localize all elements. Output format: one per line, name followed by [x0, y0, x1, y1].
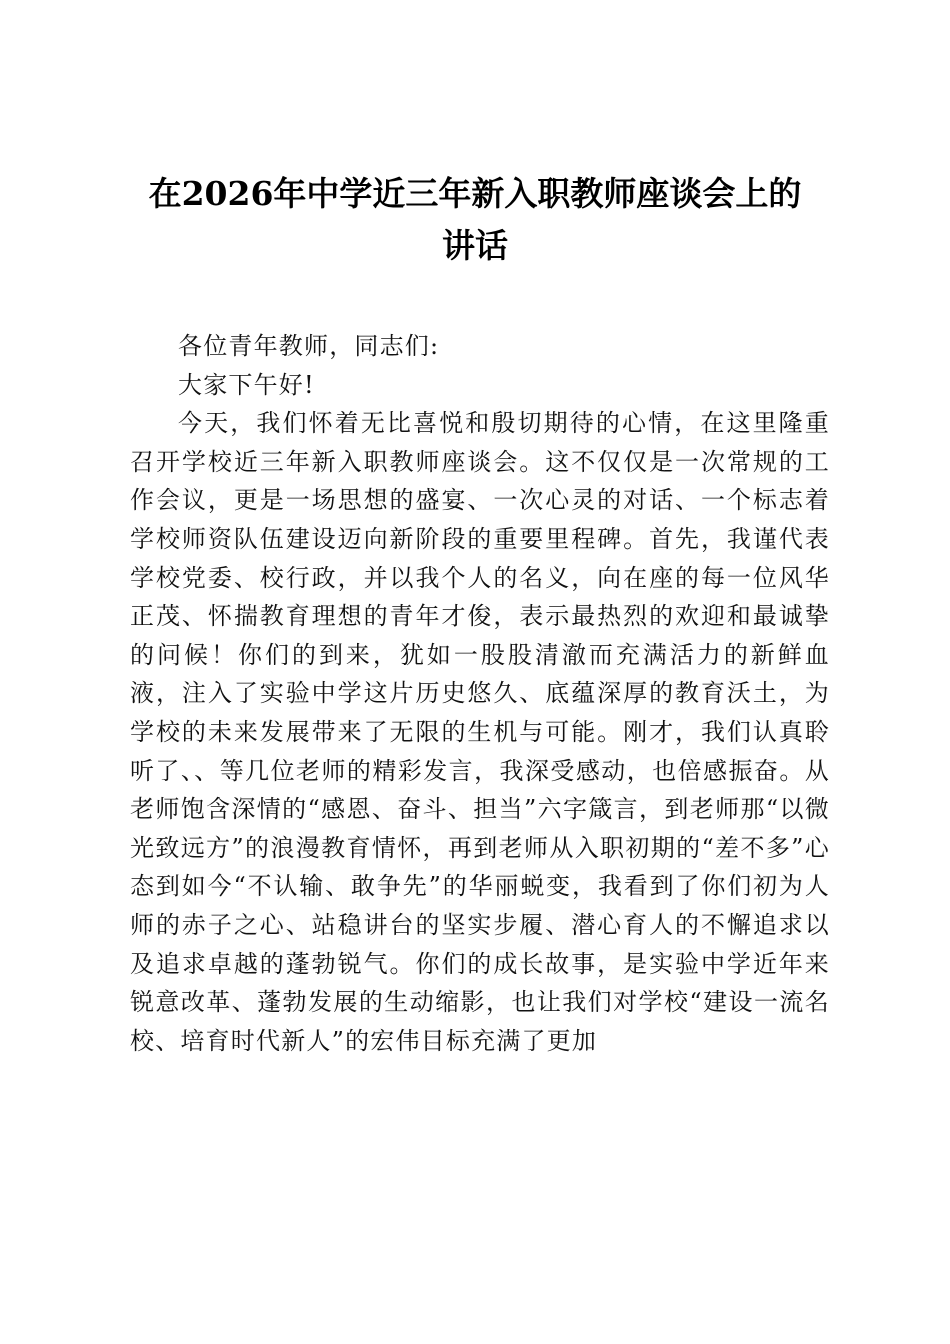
document-title [120, 168, 830, 272]
document-body [130, 327, 830, 1060]
title-line-2: 讲话 [442, 226, 508, 265]
salutation: 各位青年教师，同志们: [178, 332, 440, 360]
greeting: 大家下午好! [178, 370, 315, 399]
body-paragraph: 今天，我们怀着无比喜悦和殷切期待的心情，在这里隆重召开学校近三年新入职教师座谈会。这不仅仅是一次常规的工作会议，更是一场思想的盛宴、一次心灵的对话、一个标志着学校师资队伍建设迈向新阶段的重要里程碑。首先，我谨代表学校党委、校行政，并以我个人的名义，向在座的每一位风华正茂、怀揣教育理想的青年才俊，表示最热烈的欢迎和最诚挚的问候！你们的到来，犹如一股股清澈而充满活力的新鲜血液，注入了实验中学这片历史悠久、底蕴深厚的教育沃土，为学校的未来发展带来了无限的生机与可能。刚才，我们认真聆听了、、等几位老师的精彩发言，我深受感动，也倍感振奋。从老师饱含深情的“感恩、奋斗、担当”六字箴言，到老师那“以微光致远方”的浪漫教育情怀，再到老师从入职初期的“差不多”心态到如今“不认输、敢争先”的华丽蜕变，我看到了你们初为人师的赤子之心、站稳讲台的坚实步履、潜心育人的不懈追求以及追求卓越的蓬勃锐气。你们的成长故事，是实验中学近年来锐意改革、蓬勃发展的生动缩影，也让我们对学校“建设一流名校、培育时代新人”的宏伟目标充满了更加 [130, 409, 830, 1055]
title-line-1: 在2026年中学近三年新入职教师座谈会上的 [148, 174, 802, 213]
